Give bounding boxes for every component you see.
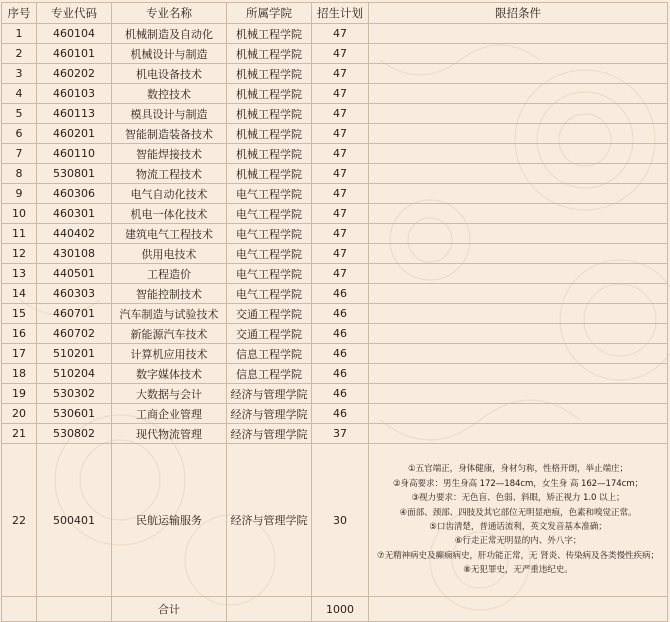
cell-seq: 8 — [2, 164, 37, 184]
cell-name: 机械设计与制造 — [112, 44, 227, 64]
cell-code: 530802 — [37, 424, 112, 444]
cell-college: 电气工程学院 — [227, 244, 312, 264]
cell-seq: 19 — [2, 384, 37, 404]
cell-quota: 47 — [312, 264, 369, 284]
cell-name: 数字媒体技术 — [112, 364, 227, 384]
cell-college: 交通工程学院 — [227, 304, 312, 324]
cell-seq: 1 — [2, 24, 37, 44]
cell-empty — [37, 597, 112, 622]
cell-name: 新能源汽车技术 — [112, 324, 227, 344]
table-row — [2, 204, 668, 224]
condition-item: ③视力要求：无色盲、色弱、斜眼，矫正视力 1.0 以上； — [411, 493, 625, 504]
cell-quota: 47 — [312, 84, 369, 104]
cell-conditions — [369, 284, 668, 304]
cell-seq: 2 — [2, 44, 37, 64]
cell-conditions — [369, 64, 668, 84]
cell-name: 民航运输服务 — [112, 444, 227, 597]
cell-college: 机械工程学院 — [227, 64, 312, 84]
cell-conditions — [369, 124, 668, 144]
cell-code: 460113 — [37, 104, 112, 124]
condition-item: ①五官端正，身体健康，身材匀称，性格开朗，举止端庄； — [408, 464, 628, 475]
cell-name: 机电设备技术 — [112, 64, 227, 84]
table-row — [2, 44, 668, 64]
cell-quota: 46 — [312, 384, 369, 404]
cell-college: 机械工程学院 — [227, 144, 312, 164]
total-value: 1000 — [312, 597, 369, 622]
cell-conditions — [369, 224, 668, 244]
cell-conditions — [369, 404, 668, 424]
cell-conditions — [369, 244, 668, 264]
cell-quota: 47 — [312, 44, 369, 64]
table-row — [2, 144, 668, 164]
cell-name: 电气自动化技术 — [112, 184, 227, 204]
total-label: 合计 — [112, 597, 227, 622]
cell-college: 机械工程学院 — [227, 124, 312, 144]
cell-empty — [227, 597, 312, 622]
cell-college: 电气工程学院 — [227, 204, 312, 224]
table-row — [2, 264, 668, 284]
header-name: 专业名称 — [112, 3, 227, 24]
table-row — [2, 164, 668, 184]
cell-conditions — [369, 104, 668, 124]
cell-name: 机械制造及自动化 — [112, 24, 227, 44]
cell-conditions — [369, 384, 668, 404]
table-row — [2, 284, 668, 304]
cell-name: 建筑电气工程技术 — [112, 224, 227, 244]
cell-quota: 47 — [312, 104, 369, 124]
cell-seq: 12 — [2, 244, 37, 264]
cell-quota: 47 — [312, 124, 369, 144]
cell-seq: 7 — [2, 144, 37, 164]
cell-college: 机械工程学院 — [227, 24, 312, 44]
cell-quota: 47 — [312, 144, 369, 164]
cell-seq: 15 — [2, 304, 37, 324]
table-row — [2, 184, 668, 204]
table-row — [2, 404, 668, 424]
cell-quota: 47 — [312, 64, 369, 84]
cell-seq: 18 — [2, 364, 37, 384]
cell-quota: 30 — [312, 444, 369, 597]
cell-quota: 47 — [312, 184, 369, 204]
header-college: 所属学院 — [227, 3, 312, 24]
table-row — [2, 344, 668, 364]
cell-conditions — [369, 364, 668, 384]
cell-code: 460103 — [37, 84, 112, 104]
cell-seq: 3 — [2, 64, 37, 84]
table-row — [2, 224, 668, 244]
table-row — [2, 244, 668, 264]
cell-name: 智能制造装备技术 — [112, 124, 227, 144]
cell-college: 机械工程学院 — [227, 44, 312, 64]
cell-empty — [369, 597, 668, 622]
cell-seq: 6 — [2, 124, 37, 144]
table-row — [2, 424, 668, 444]
cell-college: 电气工程学院 — [227, 284, 312, 304]
table-row-total — [2, 597, 668, 622]
cell-code: 530601 — [37, 404, 112, 424]
conditions-list — [369, 460, 667, 579]
condition-item: ⑦无精神病史及癫痫病史，肝功能正常，无 肾炎、传染病及各类慢性疾病； — [376, 550, 660, 561]
condition-item: ④面部、颈部、四肢及其它部位无明显疤痕，色素和嗅觉正常。 — [399, 507, 637, 518]
cell-quota: 37 — [312, 424, 369, 444]
cell-conditions — [369, 144, 668, 164]
cell-quota: 46 — [312, 404, 369, 424]
cell-quota: 47 — [312, 164, 369, 184]
cell-quota: 47 — [312, 244, 369, 264]
cell-name: 数控技术 — [112, 84, 227, 104]
cell-college: 信息工程学院 — [227, 344, 312, 364]
cell-seq: 14 — [2, 284, 37, 304]
cell-code: 460110 — [37, 144, 112, 164]
cell-seq: 9 — [2, 184, 37, 204]
cell-name: 计算机应用技术 — [112, 344, 227, 364]
cell-quota: 47 — [312, 224, 369, 244]
table-row-special — [2, 444, 668, 597]
cell-seq: 11 — [2, 224, 37, 244]
cell-code: 530302 — [37, 384, 112, 404]
cell-name: 供用电技术 — [112, 244, 227, 264]
cell-quota: 46 — [312, 344, 369, 364]
cell-code: 440501 — [37, 264, 112, 284]
cell-conditions — [369, 164, 668, 184]
cell-conditions — [369, 264, 668, 284]
cell-quota: 46 — [312, 304, 369, 324]
cell-code: 530801 — [37, 164, 112, 184]
cell-college: 信息工程学院 — [227, 364, 312, 384]
header-seq: 序号 — [2, 3, 37, 24]
cell-college: 电气工程学院 — [227, 184, 312, 204]
cell-conditions — [369, 204, 668, 224]
cell-code: 460306 — [37, 184, 112, 204]
cell-name: 大数据与会计 — [112, 384, 227, 404]
condition-item: ⑤口齿清楚，普通话流利，英文发音基本准确； — [429, 522, 607, 532]
cell-code: 460201 — [37, 124, 112, 144]
cell-quota: 46 — [312, 324, 369, 344]
cell-seq: 5 — [2, 104, 37, 124]
cell-conditions — [369, 304, 668, 324]
table-row — [2, 324, 668, 344]
cell-college: 电气工程学院 — [227, 264, 312, 284]
header-conditions: 限招条件 — [369, 3, 668, 24]
cell-name: 工商企业管理 — [112, 404, 227, 424]
cell-code: 510204 — [37, 364, 112, 384]
table-row — [2, 104, 668, 124]
cell-seq: 22 — [2, 444, 37, 597]
cell-code: 460202 — [37, 64, 112, 84]
cell-conditions — [369, 424, 668, 444]
table-row — [2, 84, 668, 104]
cell-quota: 46 — [312, 284, 369, 304]
cell-name: 物流工程技术 — [112, 164, 227, 184]
header-quota: 招生计划 — [312, 3, 369, 24]
cell-name: 智能焊接技术 — [112, 144, 227, 164]
table-row — [2, 64, 668, 84]
cell-seq: 4 — [2, 84, 37, 104]
cell-code: 460101 — [37, 44, 112, 64]
cell-seq: 20 — [2, 404, 37, 424]
table-row — [2, 124, 668, 144]
table-row — [2, 304, 668, 324]
cell-quota: 46 — [312, 364, 369, 384]
cell-name: 汽车制造与试验技术 — [112, 304, 227, 324]
cell-seq: 13 — [2, 264, 37, 284]
table-row — [2, 384, 668, 404]
cell-conditions — [369, 184, 668, 204]
cell-college: 机械工程学院 — [227, 164, 312, 184]
cell-code: 460301 — [37, 204, 112, 224]
cell-college: 经济与管理学院 — [227, 444, 312, 597]
cell-conditions — [369, 44, 668, 64]
condition-item: ⑥行走正常无明显的内、外八字； — [454, 536, 582, 547]
cell-college: 经济与管理学院 — [227, 384, 312, 404]
cell-quota: 47 — [312, 204, 369, 224]
cell-code: 460702 — [37, 324, 112, 344]
cell-college: 机械工程学院 — [227, 104, 312, 124]
table-row — [2, 24, 668, 44]
cell-conditions — [369, 444, 668, 597]
table-header-row — [2, 3, 668, 24]
cell-name: 智能控制技术 — [112, 284, 227, 304]
cell-code: 510201 — [37, 344, 112, 364]
cell-name: 现代物流管理 — [112, 424, 227, 444]
cell-conditions — [369, 84, 668, 104]
cell-name: 模具设计与制造 — [112, 104, 227, 124]
cell-quota: 47 — [312, 24, 369, 44]
cell-conditions — [369, 344, 668, 364]
cell-college: 机械工程学院 — [227, 84, 312, 104]
cell-seq: 16 — [2, 324, 37, 344]
cell-empty — [2, 597, 37, 622]
cell-code: 500401 — [37, 444, 112, 597]
condition-item: ⑧无犯罪史，无严重违纪史。 — [463, 565, 573, 576]
cell-college: 电气工程学院 — [227, 224, 312, 244]
cell-college: 经济与管理学院 — [227, 404, 312, 424]
cell-college: 交通工程学院 — [227, 324, 312, 344]
cell-code: 460303 — [37, 284, 112, 304]
condition-item: ②身高要求：男生身高 172—184cm，女生身 高 162—174cm； — [392, 478, 644, 489]
cell-code: 460701 — [37, 304, 112, 324]
cell-seq: 17 — [2, 344, 37, 364]
cell-conditions — [369, 24, 668, 44]
cell-seq: 10 — [2, 204, 37, 224]
cell-code: 460104 — [37, 24, 112, 44]
cell-seq: 21 — [2, 424, 37, 444]
cell-name: 机电一体化技术 — [112, 204, 227, 224]
table-row — [2, 364, 668, 384]
cell-college: 经济与管理学院 — [227, 424, 312, 444]
header-code: 专业代码 — [37, 3, 112, 24]
cell-name: 工程造价 — [112, 264, 227, 284]
cell-conditions — [369, 324, 668, 344]
cell-code: 430108 — [37, 244, 112, 264]
cell-code: 440402 — [37, 224, 112, 244]
enrollment-plan-table — [1, 2, 668, 622]
